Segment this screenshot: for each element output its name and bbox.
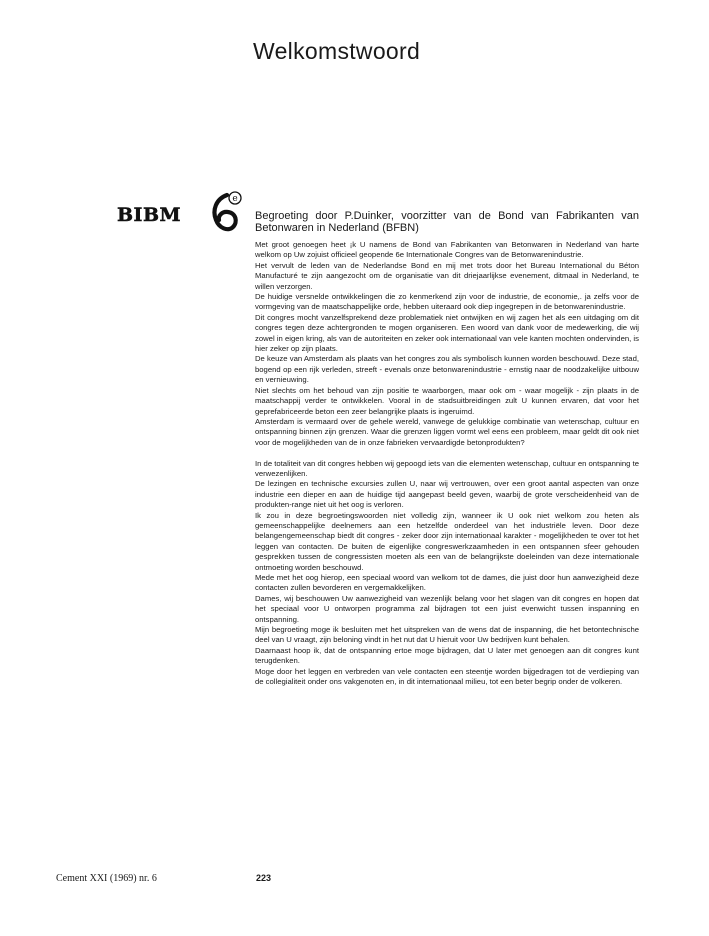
paragraph: Moge door het leggen en verbreden van vele contacten een steentje worden bijgedragen tot de verdieping van de collegialiteit onder ons vakgenoten en, in dit internationaal milieu, tot een beter begrip onder de volkeren.	[255, 666, 639, 687]
page-title: Welkomstwoord	[253, 38, 421, 64]
paragraph: De huidige versnelde ontwikkelingen die zo kenmerkend zijn voor de industrie, de economie,. ja zelfs voor de vormgeving van de maatschappelijke orde, hebben uiteraard ook diep ingegrepen in de betonwarenindustrie.	[255, 292, 639, 312]
paragraph: Mede met het oog hierop, een speciaal woord van welkom tot de dames, die juist door hun aanwezigheid deze contacten zullen bevorderen en vergemakkelijken.	[255, 572, 639, 593]
stylized-6-icon	[208, 190, 242, 236]
paragraph: Ik zou in deze begroetingswoorden niet volledig zijn, wanneer ik U ook niet welkom zou heten als gemeenschappelijke deelnemers aan een hetzelfde onderdeel van het industriële leven. Door deze belangengemeenschap biedt dit congres - zeker door zijn internationaal karakter - mogelijkheden te over tot het leggen van contacten. De buiten de eigenlijke congreswerkzaamheden in een ontspannen sfeer gehouden gesprekken tussen de congressisten moeten als een van de belangrijkste doeleinden van deze internationale ontmoeting worden beschouwd.	[255, 510, 639, 572]
logo-text: BIBM	[117, 204, 182, 226]
paragraph: Mijn begroeting moge ik besluiten met het uitspreken van de wens dat de inspanning, die het betontechnische deel van U vraagt, zijn beloning vindt in het nut dat U hieruit voor Uw bedrijven kunt behalen.	[255, 625, 639, 645]
journal-reference: Cement XXI (1969) nr. 6	[56, 873, 157, 884]
paragraph: Amsterdam is vermaard over de gehele wereld, vanwege de gelukkige combinatie van wetenschap, cultuur en ontspanning binnen zijn grenzen. Waar die grenzen liggen vormt wel eens een probleem, maar geldt dit ook niet voor de mogelijkheden van de in onze fabrieken vervaardigde betonprodukten?	[255, 416, 639, 447]
paragraph: De keuze van Amsterdam als plaats van het congres zou als symbolisch kunnen worden beschouwd. Deze stad, bogend op een rijk verleden, streeft - evenals onze betonwarenindustrie - ernstig naar de noodzakelijke uitbouw en vernieuwing.	[255, 354, 639, 385]
paragraph: Dit congres mocht vanzelfsprekend deze problematiek niet ontwijken en wij zagen het als een uitdaging om dit congres tegen deze achtergronden te mogen organiseren. Een woord van dank voor de medewerking, die wij zowel in eigen kring, als van de autoriteiten en zeker ook internationaal van vele kanten mochten ondervinden, is hier zeker op zijn plaats.	[255, 312, 639, 354]
page-number: 223	[256, 873, 272, 883]
subtitle: Begroeting door P.Duinker, voorzitter van de Bond van Fabrikanten van Betonwaren in Nederland (BFBN)	[255, 210, 639, 234]
logo-mark-letter: e	[232, 194, 238, 204]
body-text	[255, 240, 639, 687]
paragraph: De lezingen en technische excursies zullen U, naar wij vertrouwen, over een groot aantal aspecten van onze industrie een dieper en aan de huidige tijd aangepast beeld geven, waarbij de grote verscheidenheid van de produkten-range niet uit het oog is verloren.	[255, 479, 639, 510]
paragraph: Niet slechts om het behoud van zijn positie te waarborgen, maar ook om - waar mogelijk - zijn plaats in de maatschappij verder te ontwikkelen. Vooral in de stadsuitbreidingen zult U kunnen ervaren, dat voor het geprefabriceerde beton een zeer belangrijke plaats is ingeruimd.	[255, 385, 639, 416]
paragraph: Het vervult de leden van de Nederlandse Bond en mij met trots door het Bureau International du Béton Manufacturé te zijn aangezocht om de organisatie van dit driejaarlijkse evenement, ditmaal in Nederland, te willen verzorgen.	[255, 260, 639, 291]
paragraph: Dames, wij beschouwen Uw aanwezigheid van wezenlijk belang voor het slagen van dit congres en hopen dat het speciaal voor U ontworpen programma zal bijdragen tot een juist evenwicht tussen inspanning en ontspanning.	[255, 593, 639, 624]
paragraph: Met groot genoegen heet ¡k U namens de Bond van Fabrikanten van Betonwaren in Nederland van harte welkom op Uw zojuist officieel geopende 6e Internationale Congres van de Betonwarenindustrie.	[255, 240, 639, 260]
paragraph: In de totaliteit van dit congres hebben wij gepoogd iets van die elementen wetenschap, cultuur en ontspanning te verwezenlijken.	[255, 458, 639, 478]
paragraph: Daarnaast hoop ik, dat de ontspanning ertoe moge bijdragen, dat U later met genoegen aan dit congres kunt terugdenken.	[255, 645, 639, 666]
bibm-logo	[117, 190, 242, 236]
